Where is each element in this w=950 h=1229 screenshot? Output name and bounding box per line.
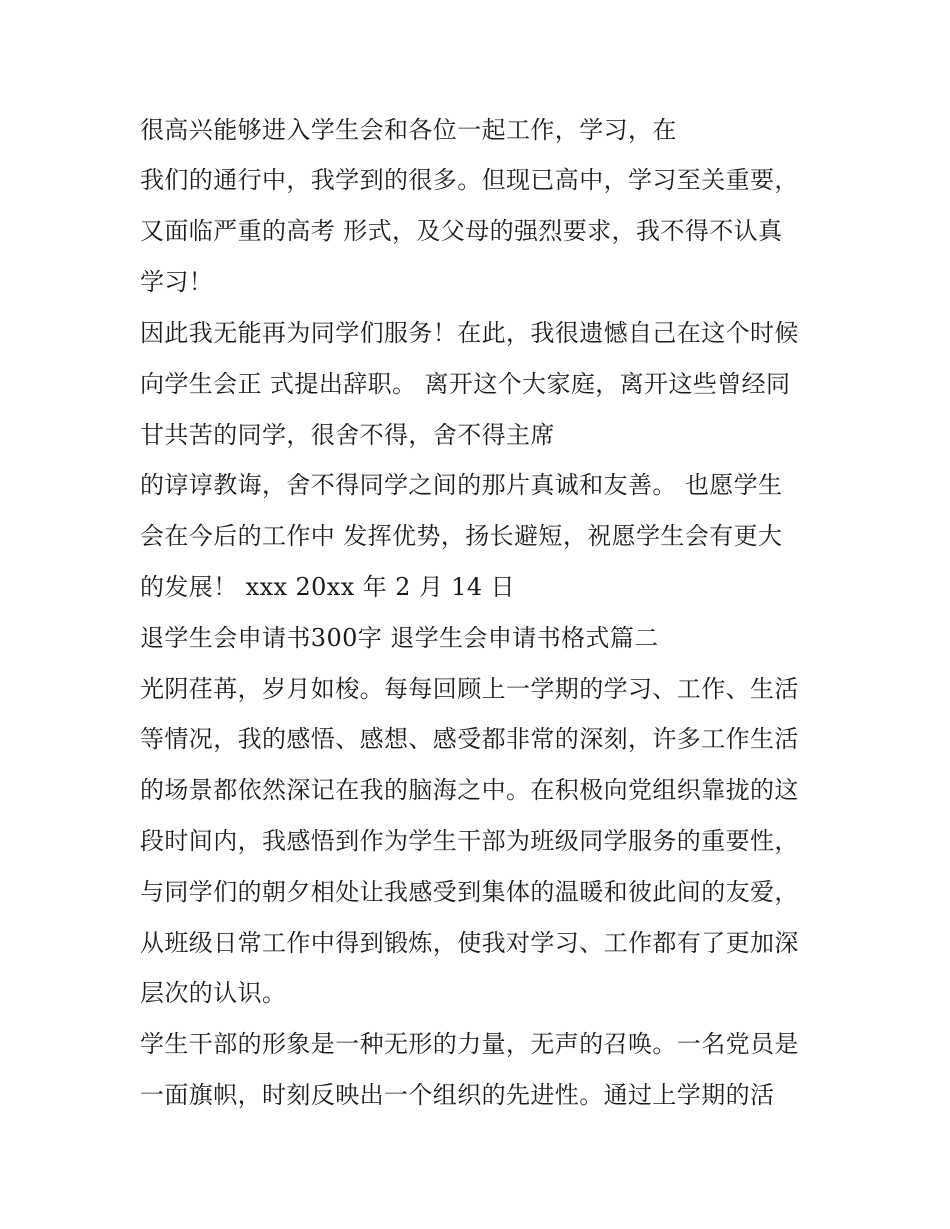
text-line: 从班级日常工作中得到锻炼，使我对学习、工作都有了更加深 xyxy=(140,929,799,957)
text-line: 一面旗帜，时刻反映出一个组织的先进性。通过上学期的活 xyxy=(140,1081,775,1109)
text-line: 段时间内，我感悟到作为学生干部为班级同学服务的重要性， xyxy=(140,827,799,855)
text-line: 因此我无能再为同学们服务！在此，我很遗憾自己在这个时候 xyxy=(140,319,799,347)
text-line: 很高兴能够进入学生会和各位一起工作，学习，在 xyxy=(140,116,677,144)
text-line: 的谆谆教诲，舍不得同学之间的那片真诚和友善。 也愿学生 xyxy=(140,471,783,499)
text-line: 又面临严重的高考 形式，及父母的强烈要求，我不得不认真 xyxy=(140,217,783,245)
text-line: 向学生会正 式提出辞职。 离开这个大家庭，离开这些曾经同 xyxy=(140,370,791,398)
text-line: 等情况，我的感悟、感想、感受都非常的深刻，许多工作生活 xyxy=(140,725,799,753)
text-line: 会在今后的工作中 发挥优势，扬长避短，祝愿学生会有更大 xyxy=(140,522,783,550)
text-line: 我们的通行中，我学到的很多。但现已高中，学习至关重要， xyxy=(140,166,799,194)
text-line: 学生干部的形象是一种无形的力量，无声的召唤。一名党员是 xyxy=(140,1030,799,1058)
text-line: 学习！ xyxy=(140,268,214,296)
text-line: 甘共苦的同学，很舍不得，舍不得主席 xyxy=(140,421,555,449)
text-line: 的发展！ xxx 20xx 年 2 月 14 日 xyxy=(140,573,516,601)
text-line: 与同学们的朝夕相处让我感受到集体的温暖和彼此间的友爱， xyxy=(140,878,799,906)
text-line: 层次的认识。 xyxy=(140,979,287,1007)
section-heading: 退学生会申请书300字 退学生会申请书格式篇二 xyxy=(140,624,659,652)
text-line: 光阴荏苒，岁月如梭。每每回顾上一学期的学习、工作、生活 xyxy=(140,675,799,703)
text-line: 的场景都依然深记在我的脑海之中。在积极向党组织靠拢的这 xyxy=(140,776,799,804)
